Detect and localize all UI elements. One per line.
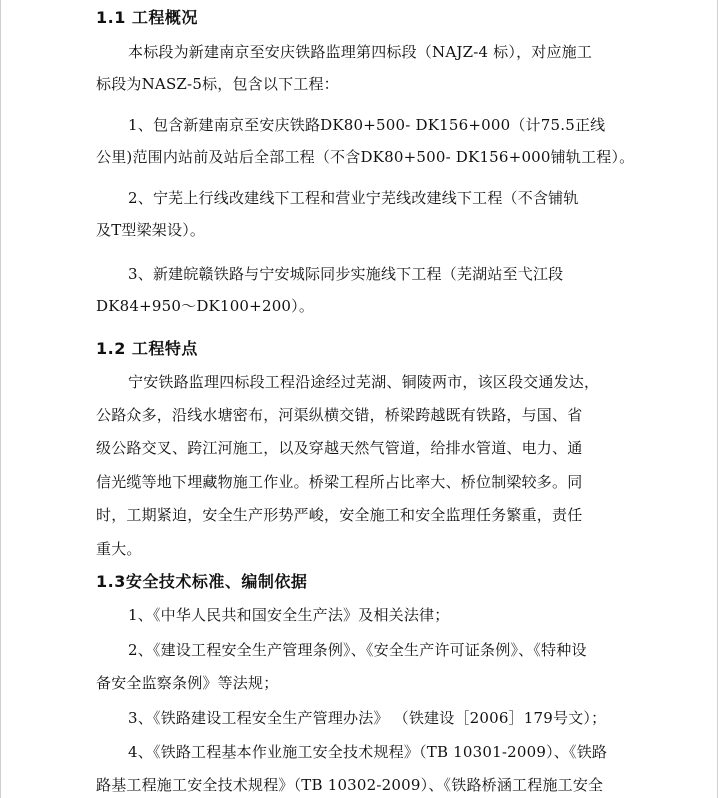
paragraph-line: 1、包含新建南京至安庆铁路DK80+500- DK156+000（计75.5正线 bbox=[128, 116, 606, 134]
page-left-border bbox=[0, 0, 1, 798]
paragraph-line: 级公路交叉、跨江河施工，以及穿越天然气管道，给排水管道、电力、通 bbox=[96, 439, 583, 457]
paragraph-line: 公里)范围内站前及站后全部工程（不含DK80+500- DK156+000铺轨工程）。 bbox=[96, 148, 635, 166]
paragraph-line: 2、《建设工程安全生产管理条例》、《安全生产许可证条例》、《特种设 bbox=[128, 641, 587, 659]
paragraph-line: 标段为NASZ-5标，包含以下工程： bbox=[96, 75, 339, 93]
paragraph-line: 时，工期紧迫，安全生产形势严峻，安全施工和安全监理任务繁重，责任 bbox=[96, 506, 583, 524]
paragraph-line: 重大。 bbox=[96, 540, 142, 558]
paragraph-line: 2、宁芜上行线改建线下工程和营业宁芜线改建线下工程（不含铺轨 bbox=[128, 189, 579, 207]
paragraph-line: 路基工程施工安全技术规程》（TB 10302-2009）、《铁路桥涵工程施工安全 bbox=[96, 776, 604, 794]
section-heading-1-3: 1.3安全技术标准、编制依据 bbox=[96, 572, 308, 591]
paragraph-line: 备安全监察条例》等法规； bbox=[96, 674, 279, 692]
paragraph-line: 信光缆等地下埋藏物施工作业。桥梁工程所占比率大、桥位制梁较多。同 bbox=[96, 473, 583, 491]
paragraph-line: 3、《铁路建设工程安全生产管理办法》 （铁建设［2006］179号文）； bbox=[128, 709, 607, 727]
paragraph-line: 宁安铁路监理四标段工程沿途经过芜湖、铜陵两市，该区段交通发达， bbox=[128, 373, 600, 391]
paragraph-line: 3、新建皖赣铁路与宁安城际同步实施线下工程（芜湖站至弋江段 bbox=[128, 265, 564, 283]
section-heading-1-2: 1.2 工程特点 bbox=[96, 339, 198, 358]
paragraph-line: 本标段为新建南京至安庆铁路监理第四标段（NAJZ-4 标），对应施工 bbox=[128, 43, 593, 61]
paragraph-line: 4、《铁路工程基本作业施工安全技术规程》（TB 10301-2009）、《铁路 bbox=[128, 743, 608, 761]
paragraph-line: 公路众多，沿线水塘密布，河渠纵横交错，桥梁跨越既有铁路，与国、省 bbox=[96, 406, 583, 424]
paragraph-line: 1、《中华人民共和国安全生产法》及相关法律； bbox=[128, 606, 450, 624]
paragraph-line: DK84+950～DK100+200）。 bbox=[96, 297, 315, 315]
section-heading-1-1: 1.1 工程概况 bbox=[96, 8, 198, 27]
paragraph-line: 及T型梁架设）。 bbox=[96, 221, 206, 239]
